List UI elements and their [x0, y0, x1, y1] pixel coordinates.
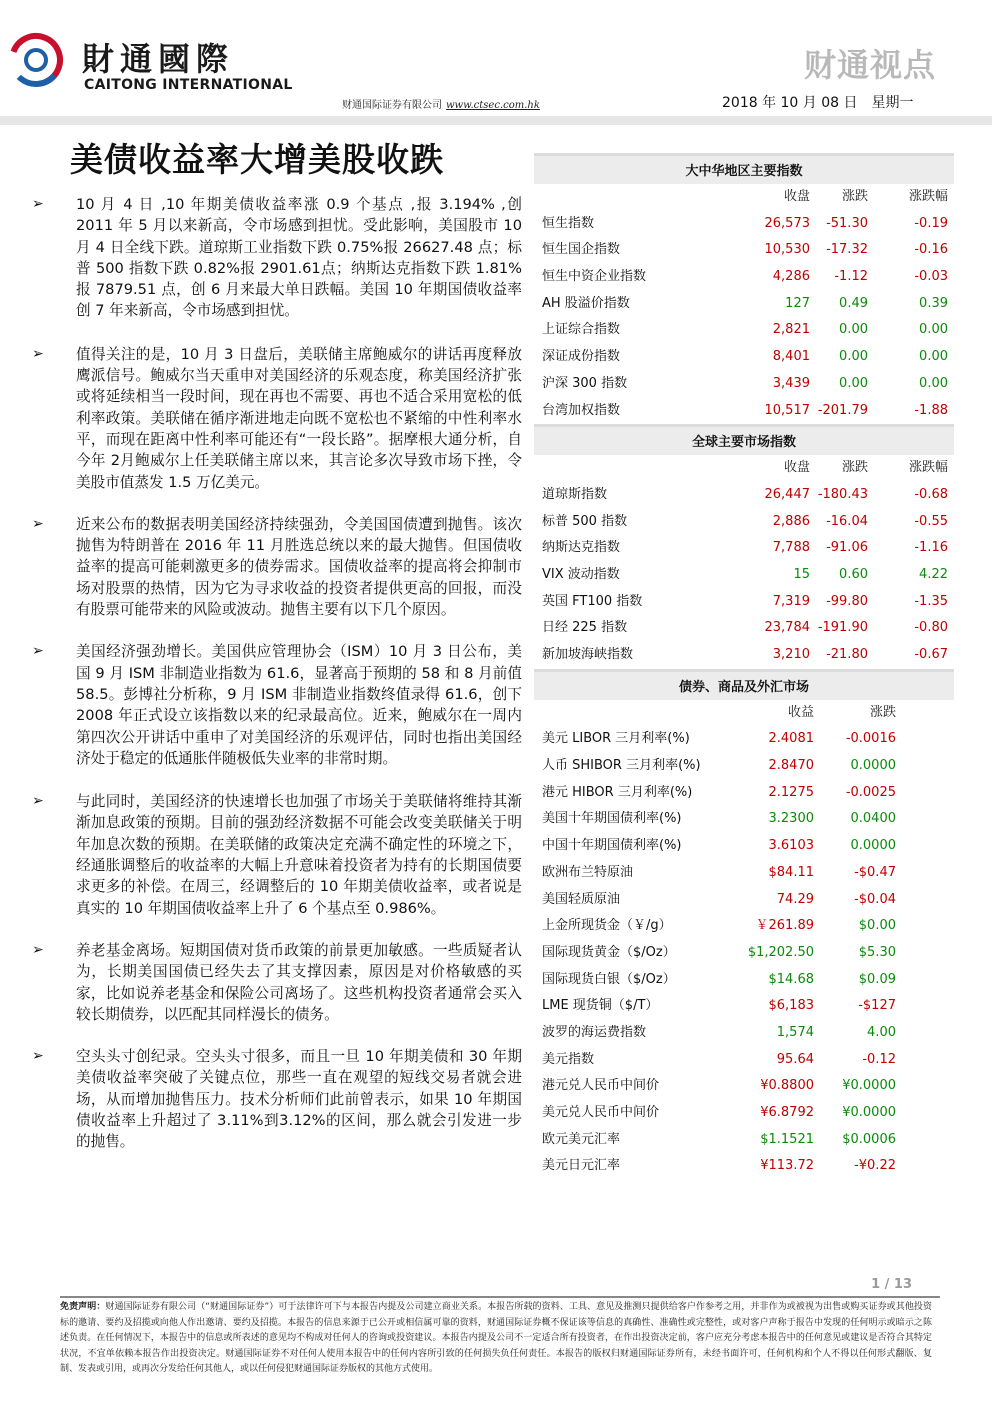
row-value: 15	[793, 566, 810, 582]
row-value: 0.00	[839, 375, 868, 391]
paragraph-text: 空头头寸创纪录。空头头寸很多，而且一旦 10 年期美债和 30 年期美债收益率突破了关键点位，那些一直在观望的短线交易者就会进场，从而增加抛售压力。技术分析师们此前曾表示，如果 10 年期国债收益率上升超过了 3.11%到3.12%的区间，那么就会引发进一步的抛售。	[76, 1048, 522, 1151]
row-value: 0.00	[919, 322, 948, 338]
table-row	[534, 317, 954, 344]
row-label: 日经 225 指数	[542, 620, 628, 636]
row-value: ¥113.72	[760, 1158, 814, 1174]
table-row	[534, 833, 954, 860]
table-row	[534, 913, 954, 940]
company-url-link[interactable]: www.ctsec.com.hk	[446, 100, 540, 111]
table-row	[534, 291, 954, 318]
row-label: 港元兑人民币中间价	[542, 1078, 660, 1094]
column-header: 收盘	[783, 189, 810, 204]
article-paragraph	[32, 344, 522, 493]
table-row	[534, 237, 954, 264]
row-value: 2.4081	[768, 731, 814, 747]
row-value: -0.68	[914, 486, 948, 502]
row-value: -$127	[858, 998, 896, 1014]
paragraph-text: 近来公布的数据表明美国经济持续强劲，令美国国债遭到抛售。该次抛售为特朗普在 2016 年 11 月胜选总统以来的最大抛售。但国债收益率的提高可能刺激更多的债券需求。国债收益率的提高将会抑制市场对股票的热情，因为它为寻求收益的投资者提供更高的回报，而没有股票可能带来的风险或波动。抛售主要有以下几个原因。	[76, 515, 522, 619]
paragraph-text: 10 月 4 日 ,10 年期美债收益率涨 0.9 个基点 ,报 3.194% ,创 2011 年 5 月以来新高，令市场感到担忧。受此影响，美国股市 10 月 4 日全线下跌。道琼斯工业指数下跌 0.75%报 26627.48 点；标普 500 指数下跌 0.82%报 2901.61点；纳斯达克指数下跌 1.81%报 7879.51 点，创 6 月来最大单日跌幅。美国 10 年期国债收益率创 7 年来新高，令市场感到担忧。	[76, 196, 522, 320]
table-row	[534, 562, 954, 589]
table-row	[534, 1020, 954, 1047]
article-body	[32, 194, 522, 1153]
table-row	[534, 264, 954, 291]
row-value: 3.2300	[768, 811, 814, 827]
table-row	[534, 589, 954, 616]
table-row	[534, 615, 954, 642]
row-label: 英国 FT100 指数	[542, 593, 643, 609]
report-date	[722, 92, 914, 112]
row-label: 美元 LIBOR 三月利率(%)	[542, 731, 690, 747]
row-value: 4,286	[772, 269, 810, 285]
disclaimer	[60, 1300, 932, 1378]
row-value: 0.60	[839, 566, 868, 582]
row-value: -0.03	[914, 269, 948, 285]
row-value: -1.88	[914, 402, 948, 418]
disclaimer-label: 免责声明：	[60, 1302, 106, 1312]
row-label: 国际现货白银（$/Oz）	[542, 971, 676, 987]
table-row	[534, 940, 954, 967]
row-value: 2,886	[772, 513, 810, 529]
row-value: -1.12	[834, 269, 868, 285]
row-label: 上证综合指数	[542, 322, 621, 338]
table-row	[534, 1073, 954, 1100]
article-paragraph	[32, 940, 522, 1025]
row-value: 2.8470	[768, 758, 814, 774]
table-row	[534, 1127, 954, 1154]
row-value: -201.79	[817, 402, 868, 418]
bullet-arrow-icon: ➢	[32, 1048, 44, 1065]
row-value: 4.22	[919, 566, 948, 582]
bullet-arrow-icon: ➢	[32, 345, 44, 362]
bullet-arrow-icon: ➢	[32, 515, 44, 532]
row-label: 港元 HIBOR 三月利率(%)	[542, 784, 693, 800]
row-label: 欧元美元汇率	[542, 1131, 621, 1147]
row-value: ¥0.8800	[760, 1078, 814, 1094]
row-value: -51.30	[826, 215, 868, 231]
row-value: 10,530	[764, 242, 810, 258]
footer-divider	[60, 1296, 940, 1298]
row-value: -$0.04	[854, 891, 896, 907]
table-row	[534, 780, 954, 807]
row-value: 0.0400	[850, 811, 896, 827]
row-value: $0.0006	[842, 1131, 896, 1147]
article-paragraph	[32, 194, 522, 322]
article-paragraph	[32, 641, 522, 769]
row-value: 1,574	[776, 1024, 814, 1040]
row-label: LME 现货铜（$/T）	[542, 998, 659, 1014]
row-value: 0.49	[839, 295, 868, 311]
page-number: 1 / 13	[871, 1277, 912, 1292]
row-value: 23,784	[764, 620, 810, 636]
header-divider	[0, 116, 992, 125]
row-value: 3,439	[772, 375, 810, 391]
table-row	[534, 509, 954, 536]
table-row	[534, 642, 954, 669]
table-row	[534, 1047, 954, 1074]
table-row	[534, 887, 954, 914]
row-label: 恒生国企指数	[542, 242, 621, 258]
column-header: 涨跌	[841, 460, 868, 476]
column-header: 涨跌	[869, 704, 896, 720]
row-value: -1.16	[914, 540, 948, 556]
row-value: 0.00	[919, 349, 948, 365]
row-label: 纳斯达克指数	[542, 540, 621, 556]
row-label: 国际现货黄金（$/Oz）	[542, 944, 676, 960]
row-value: -0.12	[862, 1051, 896, 1067]
date-text: 2018 年 10 月 08 日	[722, 95, 858, 111]
row-value: ￥261.89	[755, 918, 814, 934]
row-value: 10,517	[764, 402, 810, 418]
row-value: -1.35	[914, 593, 948, 609]
article-paragraph	[32, 791, 522, 919]
row-value: 2.1275	[768, 784, 814, 800]
row-label: 沪深 300 指数	[542, 375, 628, 391]
row-label: 恒生中资企业指数	[542, 269, 647, 285]
report-brand: 财通视点	[803, 46, 936, 84]
table-row	[534, 860, 954, 887]
table-bonds	[534, 669, 954, 1180]
row-value: $14.68	[768, 971, 814, 987]
row-value: 0.0000	[850, 838, 896, 854]
row-label: 美元指数	[542, 1051, 595, 1067]
row-value: -0.19	[914, 215, 948, 231]
table-row	[534, 482, 954, 509]
disclaimer-text: 财通国际证券有限公司（“财通国际证券”）可于法律许可下与本报告内提及公司建立商业关系。本报告所载的资料、工具、意见及推测只提供给客户作参考之用，并非作为或被视为出售或购买证券或其他投资标的邀请、要约及招揽或向他人作出邀请、要约及招揽。本报告的信息来源于已公开或相信属可靠的资料，财通国际证券概不保证该等信息的真确性、准确性或完整性，或对客户声称于报告中发现的任何明示或暗示之陈述负责。在任何情况下，本报告中的信息或所表述的意见均不构成对任何人的咨询或投资建议。本报告内提及公司不一定适合所有投资者，在作出投资决定前，客户应充分考虑本报告中的任何意见或建议是否符合其特定状况，不宜单依赖本报告作出投资决定。财通国际证券不对任何人使用本报告中的任何内容所引致的任何损失负任何责任。本报告的版权归财通国际证券所有，未经书面许可，任何机构和个人不得以任何形式翻版、复制、发表或引用，或再次分发给任何其他人，或以任何侵犯财通国际证券版权的其他方式使用。	[60, 1302, 932, 1375]
row-label: 深证成份指数	[542, 349, 621, 365]
bullet-arrow-icon: ➢	[32, 941, 44, 958]
row-value: 127	[785, 295, 810, 311]
table-column-header	[534, 455, 954, 482]
paragraph-text: 与此同时，美国经济的快速增长也加强了市场关于美联储将维持其渐渐加息政策的预期。目前的强劲经济数据不可能会改变美联储关于明年加息次数的预期。在美联储的政策决定充满不确定性的环境之下，经通胀调整后的收益率的大幅上升意味着投资者为持有的长期国债要求更多的补偿。在周三，经调整后的 10 年期美债收益率，或者说是真实的 10 年期国债收益率上升了 6 个基点至 0.986%。	[76, 793, 522, 917]
row-label: AH 股溢价指数	[542, 295, 630, 311]
row-value: $5.30	[858, 944, 896, 960]
row-value: 8,401	[772, 349, 810, 365]
row-value: 2,821	[772, 322, 810, 338]
row-label: 美元日元汇率	[542, 1158, 621, 1174]
table-row	[534, 211, 954, 238]
row-value: -21.80	[826, 647, 868, 662]
bullet-arrow-icon: ➢	[32, 793, 44, 810]
row-value: 0.00	[839, 322, 868, 338]
caitong-logo-icon	[6, 30, 66, 90]
table-row	[534, 806, 954, 833]
paragraph-text: 值得关注的是，10 月 3 日盘后，美联储主席鲍威尔的讲话再度释放鹰派信号。鲍威尔当天重申对美国经济的乐观态度，称美国经济扩张或将延续相当一段时间，现在再也不需要、再也不适合采用宽松的低利率政策。美联储在循序渐进地走向既不宽松也不紧缩的中性利率水平，而现在距离中性利率可能还有“一段长路”。据摩根大通分析，自今年 2月鲍威尔上任美联储主席以来，其言论多次导致市场下挫，令美股市值蒸发 1.5 万亿美元。	[76, 345, 522, 491]
row-value: 7,319	[772, 593, 810, 609]
row-value: $1,202.50	[747, 944, 814, 960]
row-label: 波罗的海运费指数	[542, 1024, 647, 1040]
row-value: -$0.47	[854, 864, 896, 880]
table-row	[534, 726, 954, 753]
article-paragraph	[32, 514, 522, 620]
company-name: 财通国际证券有限公司	[342, 100, 442, 111]
row-label: 上金所现货金（￥/g）	[542, 918, 672, 934]
logo-chinese-name: 財通國際	[82, 40, 235, 78]
row-value: -¥0.22	[854, 1158, 896, 1174]
row-value: 4.00	[867, 1024, 896, 1040]
row-value: -0.67	[914, 647, 948, 662]
row-value: $6,183	[768, 998, 814, 1014]
row-value: -0.16	[914, 242, 948, 258]
page-title: 美债收益率大增美股收跌	[70, 140, 444, 179]
row-value: -99.80	[826, 593, 868, 609]
row-label: 美国十年期国债利率(%)	[542, 811, 682, 827]
table-section-title: 大中华地区主要指数	[534, 153, 954, 184]
row-value: 0.00	[919, 375, 948, 391]
row-value: 26,447	[764, 486, 810, 502]
table-row	[534, 993, 954, 1020]
row-value: 0.0000	[850, 758, 896, 774]
row-label: 恒生指数	[542, 215, 595, 231]
table-row	[534, 753, 954, 780]
market-tables	[534, 153, 954, 1180]
paragraph-text: 养老基金离场。短期国债对货币政策的前景更加敏感。一些质疑者认为，长期美国国债已经失去了其支撑因素，原因是对价格敏感的买家，比如说养老基金和保险公司离场了。这些机构投资者通常会买入较长期债券，以匹配其同样漫长的债务。	[76, 941, 522, 1023]
bullet-arrow-icon: ➢	[32, 196, 44, 212]
column-header: 收益	[787, 704, 814, 720]
row-value: $0.09	[858, 971, 896, 987]
row-value: -91.06	[826, 540, 868, 556]
row-value: -17.32	[826, 242, 868, 258]
row-value: 26,573	[764, 215, 810, 231]
table-column-header	[534, 700, 954, 727]
table-global	[534, 424, 954, 669]
row-value: 3.6103	[768, 838, 814, 854]
table-column-header	[534, 184, 954, 211]
column-header: 涨跌幅	[908, 189, 948, 204]
paragraph-text: 美国经济强劲增长。美国供应管理协会（ISM）10 月 3 日公布，美国 9 月 ISM 非制造业指数为 61.6，显著高于预期的 58 和 8 月前值 58.5。彭博社分析称，9 月 ISM 非制造业指数终值录得 61.6，创下 2008 年正式设立该指数以来的纪录最高位。近来，鲍威尔在一周内第四次公开讲话中重申了对美国经济的乐观评估，同时也指出美国经济处于稳定的低通胀伴随极低失业率的非常时期。	[76, 643, 522, 767]
row-label: 中国十年期国债利率(%)	[542, 838, 682, 854]
table-row	[534, 1153, 954, 1180]
row-label: 标普 500 指数	[542, 513, 628, 529]
table-section-title: 债券、商品及外汇市场	[534, 669, 954, 700]
row-value: ¥6.8792	[760, 1105, 814, 1120]
row-label: 欧洲布兰特原油	[542, 864, 634, 880]
row-value: -0.55	[914, 513, 948, 529]
table-row	[534, 1100, 954, 1127]
row-value: $0.00	[858, 918, 896, 934]
table-row	[534, 398, 954, 425]
row-value: 7,788	[772, 540, 810, 556]
row-value: ¥0.0000	[842, 1105, 896, 1120]
row-value: -0.80	[914, 620, 948, 636]
row-value: 3,210	[772, 647, 810, 662]
table-section-title: 全球主要市场指数	[534, 424, 954, 455]
row-label: 美国轻质原油	[542, 891, 621, 907]
column-header: 涨跌幅	[908, 460, 948, 476]
row-label: 人币 SHIBOR 三月利率(%)	[542, 758, 701, 774]
row-label: VIX 波动指数	[542, 566, 620, 582]
row-value: -191.90	[817, 620, 868, 636]
table-row	[534, 371, 954, 398]
table-row	[534, 535, 954, 562]
table-row	[534, 967, 954, 994]
bullet-arrow-icon: ➢	[32, 643, 44, 660]
row-value: ¥0.0000	[842, 1078, 896, 1094]
company-line	[342, 96, 540, 111]
table-greater-china	[534, 153, 954, 424]
row-value: 95.64	[776, 1051, 814, 1067]
row-value: -180.43	[817, 486, 868, 502]
row-value: 0.00	[839, 349, 868, 365]
row-label: 道琼斯指数	[542, 486, 608, 502]
table-row	[534, 344, 954, 371]
row-label: 台湾加权指数	[542, 402, 621, 418]
row-value: -0.0016	[845, 731, 896, 747]
logo-english-name: CAITONG INTERNATIONAL	[84, 77, 293, 93]
column-header: 涨跌	[841, 189, 868, 204]
weekday-text: 星期一	[871, 95, 914, 111]
row-label: 美元兑人民币中间价	[542, 1105, 660, 1120]
row-label: 新加坡海峡指数	[542, 647, 634, 662]
row-value: $1.1521	[760, 1131, 814, 1147]
row-value: 74.29	[776, 891, 814, 907]
row-value: 0.39	[919, 295, 948, 311]
row-value: -0.0025	[845, 784, 896, 800]
row-value: -16.04	[826, 513, 868, 529]
row-value: $84.11	[768, 864, 814, 880]
column-header: 收盘	[783, 460, 810, 476]
article-paragraph	[32, 1046, 522, 1152]
